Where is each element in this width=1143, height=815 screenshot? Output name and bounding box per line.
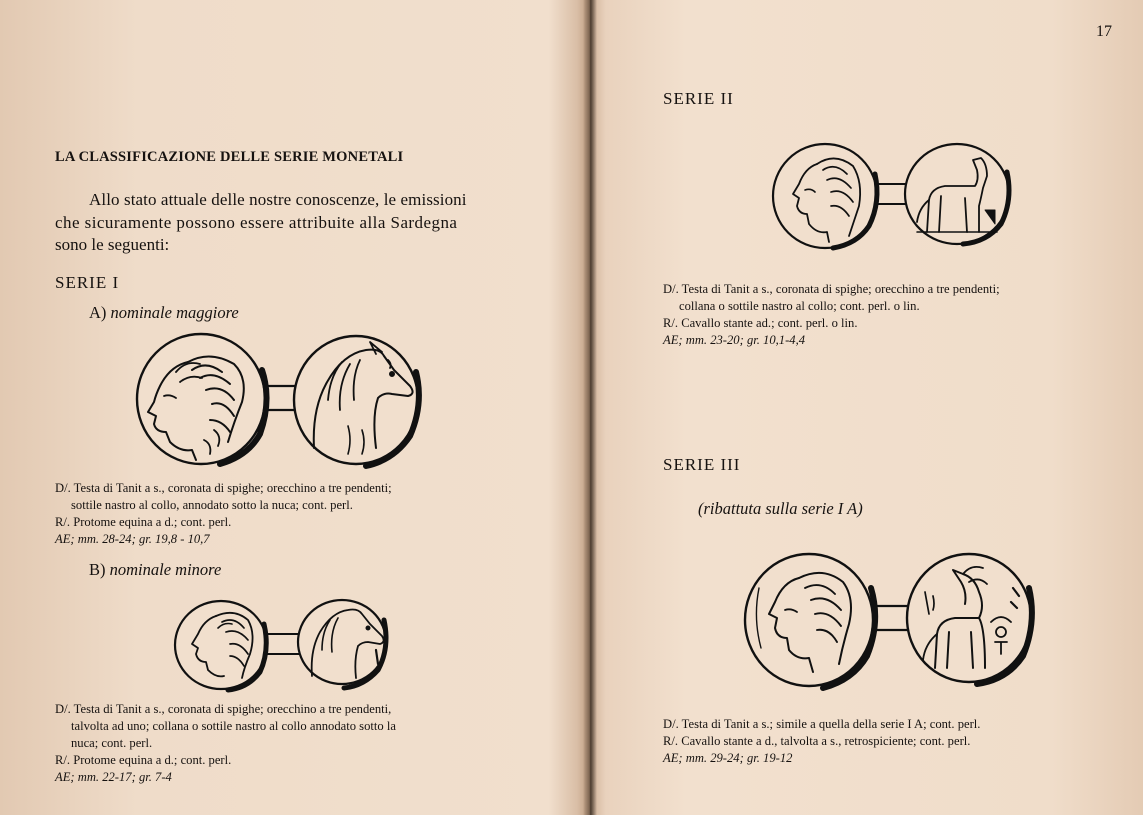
obverse-line: nuca; cont. perl.: [71, 736, 153, 750]
reverse-line: R/. Protome equina a d.; cont. perl.: [55, 515, 232, 529]
obverse-coin: [773, 144, 877, 248]
coin-illustration: [739, 548, 1039, 692]
group-a-description: [55, 480, 525, 548]
serie-iii-note: (ribattuta sulla serie I A): [698, 499, 863, 518]
serie-iii-label: SERIE III: [663, 455, 741, 474]
coin-illustration: [769, 140, 1013, 252]
specs-line: AE; mm. 22-17; gr. 7-4: [55, 770, 172, 784]
obverse-coin: [137, 334, 267, 464]
group-b-name: nominale minore: [109, 560, 222, 579]
group-a-name: nominale maggiore: [110, 303, 239, 322]
page-number: 17: [1096, 23, 1112, 40]
reverse-line: R/. Cavallo stante a d., talvolta a s., retrospiciente; cont. perl.: [663, 734, 971, 748]
book-gutter: [583, 0, 597, 815]
obverse-line: talvolta ad uno; collana o sottile nastro al collo annodato sotto la: [71, 719, 396, 733]
obverse-line: D/. Testa di Tanit a s., coronata di spighe; orecchino a tre pendenti;: [55, 481, 392, 495]
intro-paragraph: [55, 189, 525, 257]
obverse-coin: [745, 554, 875, 688]
group-b-letter: B): [89, 560, 106, 579]
reverse-coin: [905, 144, 1009, 244]
obverse-line: D/. Testa di Tanit a s., coronata di spighe; orecchino a tre pendenti;: [663, 282, 1000, 296]
serie-i-label: SERIE I: [55, 273, 120, 292]
obverse-line: D/. Testa di Tanit a s., coronata di spighe; orecchino a tre pendenti,: [55, 702, 392, 716]
serie-ii-description: [663, 281, 1133, 349]
specs-line: AE; mm. 29-24; gr. 19-12: [663, 751, 793, 765]
obverse-line: D/. Testa di Tanit a s.; simile a quella della serie I A; cont. perl.: [663, 717, 981, 731]
section-heading: LA CLASSIFICAZIONE DELLE SERIE MONETALI: [55, 149, 404, 165]
intro-line: Allo stato attuale delle nostre conoscenze, le emissioni: [89, 190, 467, 209]
coin-pair-serie-ii: [769, 140, 1013, 252]
serie-ii-label: SERIE II: [663, 89, 734, 108]
group-b-description: [55, 701, 525, 786]
group-a-title: [89, 303, 239, 323]
reverse-coin: [298, 600, 386, 688]
right-page: [597, 0, 1143, 815]
obverse-coin: [175, 601, 267, 690]
intro-line: sono le seguenti:: [55, 235, 170, 254]
specs-line: AE; mm. 23-20; gr. 10,1-4,4: [663, 333, 806, 347]
obverse-line: collana o sottile nastro al collo; cont. perl. o lin.: [679, 299, 920, 313]
coin-pair-serie-i-b: [172, 594, 394, 694]
serie-iii-description: [663, 716, 1133, 767]
specs-line: AE; mm. 28-24; gr. 19,8 - 10,7: [55, 532, 210, 546]
coin-illustration: [130, 330, 430, 470]
group-a-letter: A): [89, 303, 107, 322]
intro-line: che sicuramente possono essere attribuite alla Sardegna: [55, 212, 458, 232]
group-b-title: [89, 560, 221, 580]
reverse-line: R/. Cavallo stante ad.; cont. perl. o lin.: [663, 316, 858, 330]
reverse-coin: [907, 554, 1032, 684]
coin-pair-serie-i-a: [130, 330, 430, 470]
reverse-coin: [294, 336, 419, 466]
obverse-line: sottile nastro al collo, annodato sotto la nuca; cont. perl.: [71, 498, 353, 512]
coin-pair-serie-iii: [739, 548, 1039, 692]
reverse-line: R/. Protome equina a d.; cont. perl.: [55, 753, 232, 767]
coin-illustration: [172, 594, 394, 694]
